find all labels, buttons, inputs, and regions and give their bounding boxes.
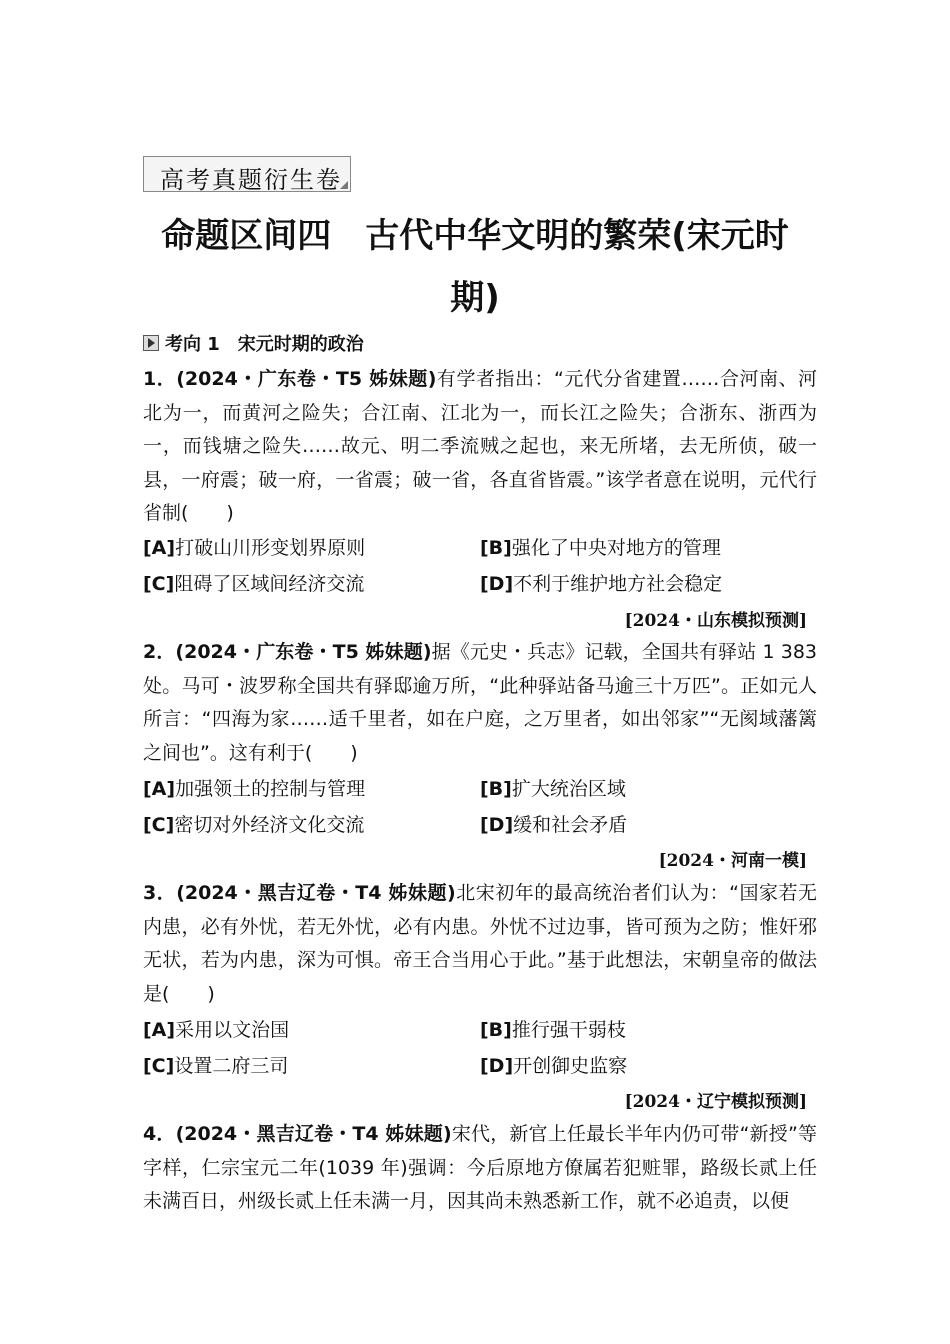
- paper-tag-label: 高考真题衍生卷: [160, 166, 342, 194]
- option-label: [B]: [480, 778, 512, 800]
- page-title-line-1: 命题区间四 古代中华文明的繁荣(宋元时: [161, 216, 789, 256]
- tag-corner-decoration: [340, 181, 348, 189]
- option-text: 扩大统治区域: [511, 778, 626, 800]
- option-text: 设置二府三司: [174, 1055, 289, 1077]
- section-heading: [143, 331, 364, 355]
- paper-tag: [143, 156, 351, 192]
- option-text: 开创御史监察: [513, 1055, 628, 1077]
- option-label: [C]: [143, 1055, 175, 1077]
- question-3-option-b[interactable]: [480, 1015, 626, 1042]
- option-text: 推行强干弱枝: [511, 1019, 626, 1041]
- question-2-source: [2024・河南一模]: [658, 851, 807, 871]
- question-1-option-c[interactable]: [143, 569, 364, 596]
- option-label: [D]: [480, 573, 514, 595]
- question-2-stem: 据《元史・兵志》记载，全国共有驿站 1 383 处。马可・波罗称全国共有驿邸逾万所，“此种驿站备马逾三十万匹”。正如元人所言：“四海为家……适千里者，如在户庭，之万里者，如出邻家”“无阂域藩篱之间也”。这有利于( ): [143, 641, 818, 764]
- option-text: 阻碍了区域间经济交流: [174, 573, 365, 595]
- question-2: [143, 636, 817, 770]
- option-text: 不利于维护地方社会稳定: [513, 573, 723, 595]
- question-3-head: 3．(2024・黑吉辽卷・T4 姊妹题): [143, 882, 456, 904]
- question-1-option-b[interactable]: [480, 533, 721, 560]
- option-text: 强化了中央对地方的管理: [511, 537, 721, 559]
- question-1-option-d[interactable]: [480, 569, 722, 596]
- option-label: [D]: [480, 814, 514, 836]
- option-label: [A]: [143, 1019, 176, 1041]
- question-3-option-a[interactable]: [143, 1015, 289, 1042]
- question-1-option-a[interactable]: [143, 533, 365, 560]
- question-1-source: [2024・山东模拟预测]: [624, 611, 807, 631]
- option-text: 密切对外经济文化交流: [174, 814, 365, 836]
- option-text: 打破山川形变划界原则: [175, 537, 366, 559]
- question-3-stem: 北宋初年的最高统治者们认为：“国家若无内患，必有外忧，若无外忧，必有内患。外忧不过边事，皆可预为之防；惟奸邪无状，若为内患，深为可惧。帝王合当用心于此。”基于此想法，宋朝皇帝的做法是( ): [143, 882, 817, 1005]
- option-label: [A]: [143, 537, 176, 559]
- option-label: [C]: [143, 814, 175, 836]
- question-2-option-c[interactable]: [143, 810, 364, 837]
- question-1-stem: 有学者指出：“元代分省建置……合河南、河北为一，而黄河之险失；合江南、江北为一，而长江之险失；合浙东、浙西为一，而钱塘之险失……故元、明二季流贼之起也，来无所堵，去无所侦，破一县，一府震；破一府，一省震；破一省，各直省皆震。”该学者意在说明，元代行省制( ): [143, 368, 817, 524]
- question-1-head: 1．(2024・广东卷・T5 姊妹题): [143, 368, 437, 390]
- option-text: 采用以文治国: [175, 1019, 290, 1041]
- question-2-option-a[interactable]: [143, 774, 365, 801]
- option-text: 缓和社会矛盾: [513, 814, 628, 836]
- option-label: [B]: [480, 1019, 512, 1041]
- question-2-option-d[interactable]: [480, 810, 627, 837]
- question-3: [143, 877, 817, 1011]
- question-2-option-b[interactable]: [480, 774, 626, 801]
- play-triangle-icon: [143, 335, 159, 351]
- option-text: 加强领土的控制与管理: [175, 778, 366, 800]
- option-label: [C]: [143, 573, 175, 595]
- question-3-option-d[interactable]: [480, 1051, 627, 1078]
- question-4: [143, 1118, 817, 1219]
- section-title: 宋元时期的政治: [237, 334, 364, 355]
- section-number: 考向 1: [165, 334, 220, 355]
- question-3-option-c[interactable]: [143, 1051, 288, 1078]
- question-4-stem: 宋代，新官上任最长半年内仍可带“新授”等字样，仁宗宝元二年(1039 年)强调：今后原地方僚属若犯赃罪，路级长贰上任未满百日，州级长贰上任未满一月，因其尚未熟悉新工作，就不必追责，以便: [143, 1123, 817, 1212]
- question-1: [143, 363, 817, 531]
- option-label: [B]: [480, 537, 512, 559]
- question-3-source: [2024・辽宁模拟预测]: [624, 1092, 807, 1112]
- question-2-head: 2．(2024・广东卷・T5 姊妹题): [143, 641, 432, 663]
- option-label: [D]: [480, 1055, 514, 1077]
- option-label: [A]: [143, 778, 176, 800]
- question-4-head: 4．(2024・黑吉辽卷・T4 姊妹题): [143, 1123, 452, 1145]
- page-title-line-2: 期): [450, 278, 500, 318]
